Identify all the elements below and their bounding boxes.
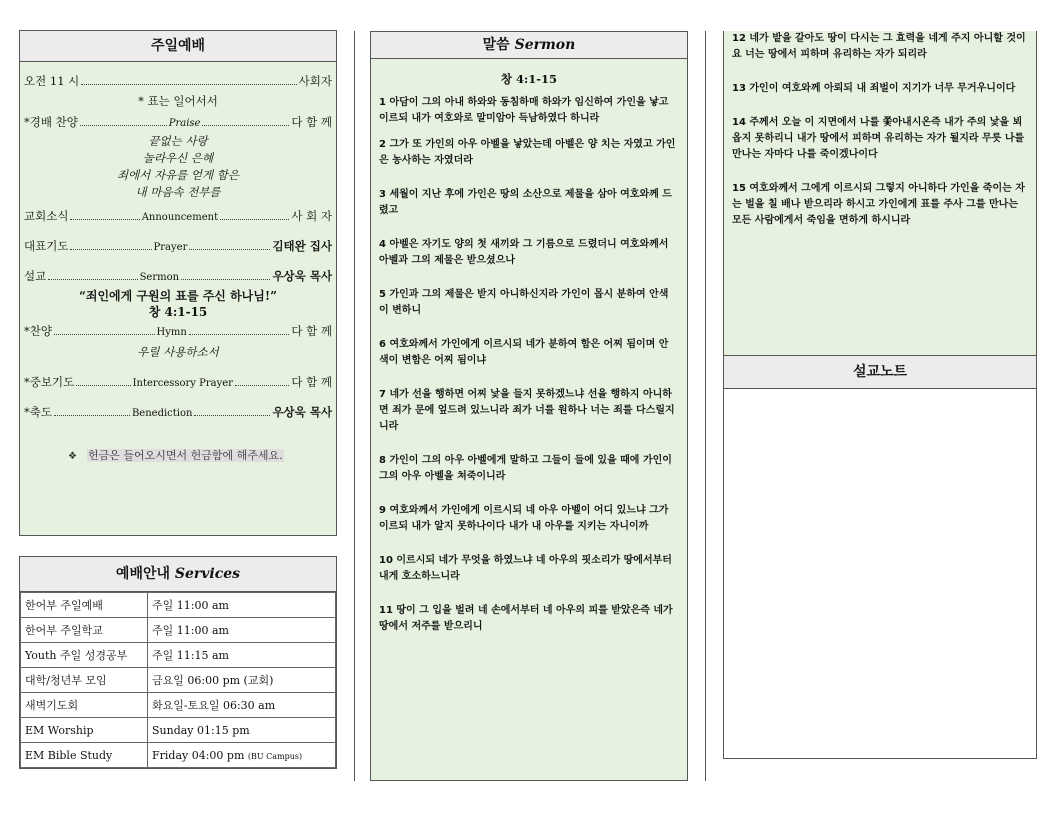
scripture-continued bbox=[723, 31, 1037, 356]
diamond-bullet-icon: ❖ bbox=[68, 451, 77, 462]
verse-5: 5 가인과 그의 제물은 받지 아니하신지라 가인이 몹시 분하여 안색이 변하니 bbox=[379, 289, 669, 316]
sermon-notes-panel bbox=[723, 356, 1037, 759]
column-divider-1 bbox=[354, 31, 355, 781]
worship-title: 주일예배 bbox=[19, 30, 337, 62]
verse-12: 12 네가 밭을 갈아도 땅이 다시는 그 효력을 네게 주지 아니할 것이요 너는 땅에서 피하며 유리하는 자가 되리라 bbox=[732, 33, 1026, 60]
services-panel bbox=[19, 556, 337, 769]
verse-13: 13 가인이 여호와께 아뢰되 내 죄벌이 지기가 너무 무거우니이다 bbox=[732, 83, 1016, 94]
verse-6: 6 여호와께서 가인에게 이르시되 네가 분하여 함은 어찌 됨이며 안색이 변함은 어찌 됨이냐 bbox=[379, 339, 669, 366]
column-divider-2 bbox=[705, 31, 706, 781]
verse-8: 8 가인이 그의 아우 아벨에게 말하고 그들이 들에 있을 때에 가인이 그의 아우 아벨을 쳐죽이니라 bbox=[379, 455, 672, 482]
order-row-announcement: 교회소식 Announcement 사 회 자 bbox=[24, 209, 332, 223]
order-row-prayer: 대표기도 Prayer 김태완 집사 bbox=[24, 239, 333, 253]
sermon-scripture-panel bbox=[370, 31, 688, 781]
worship-order-panel bbox=[19, 30, 337, 536]
order-row-praise: *경배 찬양 Praise 다 함 께 bbox=[24, 115, 333, 129]
table-row: 한어부 주일예배 주일 11:00 am bbox=[21, 593, 336, 618]
verse-1: 1 아담이 그의 아내 하와와 동침하매 하와가 임신하여 가인을 낳고 이르되 내가 여호와로 말미암아 득남하였다 하니라 bbox=[379, 97, 669, 124]
verse-10: 10 이르시되 네가 무엇을 하였느냐 네 아우의 핏소리가 땅에서부터 내게 호소하느니라 bbox=[379, 555, 672, 582]
verse-4: 4 아벨은 자기도 양의 첫 새끼와 그 기름으로 드렸더니 여호와께서 아벨과 그의 제물은 받으셨으나 bbox=[379, 239, 669, 266]
table-row: Youth 주일 성경공부 주일 11:15 am bbox=[21, 643, 336, 668]
verse-3: 3 세월이 지난 후에 가인은 땅의 소산으로 제물을 삼아 여호와께 드렸고 bbox=[379, 189, 672, 216]
sermon-panel-title: 말씀 Sermon bbox=[371, 32, 687, 59]
sermon-notes-title: 설교노트 bbox=[724, 356, 1036, 389]
sermon-reference: 창 4:1-15 bbox=[148, 305, 208, 319]
order-row-intercessory: *중보기도 Intercessory Prayer 다 함 께 bbox=[24, 375, 333, 389]
verse-2: 2 그가 또 가인의 아우 아벨을 낳았는데 아벨은 양 치는 자였고 가인은 농사하는 자였더라 bbox=[379, 139, 676, 166]
services-title: 예배안내 Services bbox=[20, 557, 336, 592]
order-row-hymn: *찬양 Hymn 다 함 께 bbox=[24, 324, 332, 338]
right-column bbox=[723, 31, 1037, 759]
standing-note: * 표는 일어서서 bbox=[138, 94, 218, 108]
order-row-benediction: *축도 Benediction 우상욱 목사 bbox=[24, 405, 333, 419]
services-table bbox=[20, 592, 336, 768]
table-row: EM Bible Study Friday 04:00 pm (BU Campus) bbox=[21, 743, 336, 768]
table-row: EM Worship Sunday 01:15 pm bbox=[21, 718, 336, 743]
verse-9: 9 여호와께서 가인에게 이르시되 네 아우 아벨이 어디 있느냐 그가 이르되 내가 알지 못하나이다 내가 내 아우를 지키는 자니이까 bbox=[379, 505, 669, 532]
sermon-title: “죄인에게 구원의 표를 주신 하나님!” bbox=[78, 289, 278, 303]
praise-song-lyrics: 끝없는 사랑 놀라우신 은혜 죄에서 자유를 얻게 함은 내 마음속 전부를 bbox=[116, 134, 240, 199]
verse-14: 14 주께서 오늘 이 지면에서 나를 쫓아내시온즉 내가 주의 낯을 뵈옵지 못하리니 내가 땅에서 피하며 유리하는 자가 될지라 무릇 나를 만나는 자마다 나를 죽이겠나이다 bbox=[732, 117, 1025, 160]
order-row-time: 오전 11 시 사회자 bbox=[24, 74, 332, 88]
table-row: 한어부 주일학교 주일 11:00 am bbox=[21, 618, 336, 643]
hymn-title: 우릴 사용하소서 bbox=[137, 345, 219, 359]
table-row: 새벽기도회 화요일-토요일 06:30 am bbox=[21, 693, 336, 718]
verse-15: 15 여호와께서 그에게 이르시되 그렇지 아니하다 가인을 죽이는 자는 벌을 칠 배나 받으리라 하시고 가인에게 표를 주사 그를 만나는 모든 사람에게서 죽임을 면하게 하시니라 bbox=[732, 183, 1025, 226]
verse-11: 11 땅이 그 입을 벌려 네 손에서부터 네 아우의 피를 받았은즉 네가 땅에서 저주를 받으리니 bbox=[379, 605, 673, 632]
order-row-sermon: 설교 Sermon 우상욱 목사 bbox=[24, 269, 332, 283]
left-column bbox=[19, 31, 337, 769]
verse-7: 7 네가 선을 행하면 어찌 낯을 들지 못하겠느냐 선을 행하지 아니하면 죄가 문에 엎드려 있느니라 죄가 너를 원하나 너는 죄를 다스릴지니라 bbox=[379, 389, 675, 432]
scripture-reference: 창 4:1-15 bbox=[500, 72, 558, 86]
offering-note: ❖ 헌금은 들어오시면서 헌금함에 해주세요. bbox=[68, 449, 283, 462]
table-row: 대학/청년부 모임 금요일 06:00 pm (교회) bbox=[21, 668, 336, 693]
